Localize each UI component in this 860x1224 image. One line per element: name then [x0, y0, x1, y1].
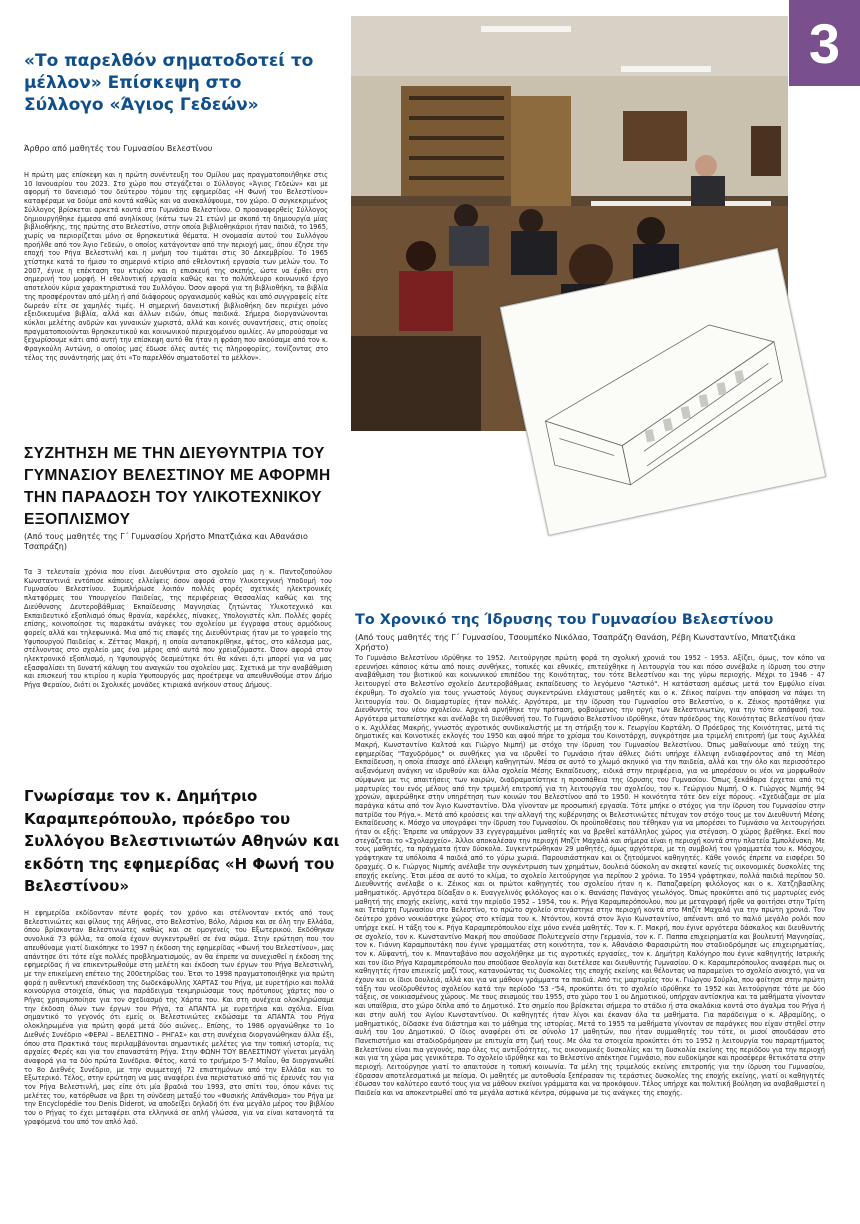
article4-body: Το Γυμνάσιο Βελεστίνου ιδρύθηκε το 1952. Λειτούργησε πρώτη φορά τη σχολική χρονιά του 1952 - 1953. Αξίζει, όμως, τον κόπο να ερευνήσει κάποιος κάτω από ποιες συνθήκες, τοπικές και εθνικές, επιτεύχθηκε η λειτουργία του και πόσο συνέβαλε η ίδρυση του στην αναβάθμιση του βιοτικού και κοινωνικού επιπέδου της Κοινότητας, του τότε Βελεστίνου και της γύρω περιοχής. Μέχρι το 1946 - 47 λειτουργεί στο Βελεστίνο σχολείο Δευτεροβάθμιας εκπαίδευσης το λεγόμενο "Αστικό". Η κατάσταση αμέσως μετά τον Εμφύλιο είναι έκρυθμη. Το σχολείο για τους γνωστούς λόγους συγκεντρώνει ελάχιστους μαθητές και ο κ. Ζέικος παίρνει την απόφαση να πάψει τη λειτουργία του. Οι διαμαρτυρίες ήταν πολλές. Αργότερα, με την ίδρυση του Γυμνασίου στο Βελεστίνο, ο κ. Ζέικος προτάθηκε για Διευθυντής του νέου σχολείου. Αρχικά αρνήθηκε την πρόταση, φοβούμενος την οργή των Βελεστινιωτών, για την τότε απόφασή του. Αργότερα μεταπείστηκε και ανέλαβε τη διεύθυνσή του. Το Γυμνάσιο Βελεστίνου ιδρύθηκε, όταν πρόεδρος της Κοινότητας Βελεστίνου ήταν ο κ. Αχιλλέας Μακρής, γνωστός αγροτικός συνδικαλιστής με τη στήριξη του κ. Γεωργίου Καρτάλη. Ο Πρόεδρος της Κοινότητας, μετά τις δημοτικές και Κοινοτικές εκλογές του 1950 και αφού πήρε το χρίσμα του Κοινοτάρχη, συγκρότησε μια τριμελή επιτροπή (με τους Αχιλλέα Μακρή, Κωνσταντίνο Καλτσά και Γιώργο Νιμπή) με στόχο την ίδρυση του Γυμνασίου Βελεστίνου. Όπως μαθαίνουμε από τεύχη της εφημερίδας "Ταχυδρόμος" οι συνθήκες για να ιδρυθεί το Γυμνάσιο ήταν άθλιες διότι υπήρχε έλλειψη ενδιαφέροντος από τη Μέση Εκπαίδευση, η οποία έπασχε από έλλειψη καθηγητών. Μέσα σε αυτό το χλωμό σκηνικό για την παιδεία, αλλά και την όλο και περισσότερο αυξανόμενη ανάγκη να ιδρυθούν και άλλα σχολεία Μέσης Εκπαίδευσης, ειδικά στην περιφέρεια, για να μπορέσουν οι νέοι να μορφωθούν σύμφωνα με τις απαιτήσεις των καιρών, διαδραματίστηκε η προσπάθεια της ίδρυσης του Γυμνασίου. Όπως ξεκάθαρα έρχεται από τις μαρτυρίες του ενός μέλους από την τριμελή επιτροπή για τη λειτουργία του σχολείου, του κ. Γεώργιου Νιμπή. Ο κ. Γιώργος Νιμπής 94 χρονών, αφιερώθηκε στην υπηρέτηση των κοινών του Βελεστίνου από το 1950. Η κοινότητα τότε δεν είχε πόρους. «Σχεδιάζαμε σε μία παράγκα κάτω από τον Άγιο Κωνσταντίνο. Όλα γίνονταν με προσωπική εργασία. Τότε μπήκε ο στόχος για την ίδρυση του Γυμνασίου στην πατρίδα του Ρήγα.». Μετά από κρούσεις και την αλλαγή της κυβέρνησης οι Βελεστινιώτες πέτυχαν τον στόχο τους με τον Διευθυντή Μέσης Εκπαίδευσης κ. Μόσχο να υπογράφει την ίδρυση του Γυμνασίου. Οι προϋποθέσεις που τέθηκαν για να μπορέσει το Γυμνάσιο να λειτουργήσει ήταν οι εξής: Έπρεπε να υπάρχουν 33 εγγεγραμμένοι μαθητές και να βρεθεί κατάλληλος χώρος για στέγαση. Ο χώρος βρέθηκε. Εκεί που στεγάζεται το «Σχολαρχείο». Άλλοι αποκαλέσαν την περιοχή Μπζίτ Μαχαλά και σήμερα είναι η περιοχή κοντά στην πλατεία Σμπολένσκη. Με τους μαθητές, τα πράγματα ήταν δύσκολα. Συγκεντρώθηκαν 29 μαθητές, όμως αργότερα, με τη συμβολή του γραμματέα του κ. Μόσχου, γράφτηκαν τα υπόλοιπα 4 παιδιά από το γύρω χωριά. Παρουσιάστηκαν και οι ζητούμενοι καθηγητές. Κάθε γονιός έπρεπε να εισφέρει 50 δραχμές. Ο κ. Γιώργος Νιμπής ανέλαβε την συγκέντρωση των χρημάτων, δουλειά δύσκολη αν σκεφτεί κανείς τις οικονομικές δυσκολίες της εποχής εκείνης. Έτσι μέσα σε αυτό το κλίμα, το σχολείο λειτούργησε για περίπου 2 χρόνια. Το 1954 γράφτηκαν, πολλά παιδιά περίπου 50. Διευθυντής ανέλαβε ο κ. Ζέικος και οι πρώτοι καθηγητές του σχολείου ήταν η κ. Παπαζαφείρη φιλόλογος και ο κ. Χατζηβασίλης μαθηματικός. Αργότερα δίδαξαν ο κ. Ευαγγελινός φιλόλογος και ο κ. Θανάσης Πανάγος γεωλόγος. Όπως προκύπτει από τις μαρτυρίες ενός μαθητή της εποχής εκείνης, κατά την περίοδο 1952 – 1954, του κ. Ρήγα Καραμπερόπουλου, που με μεταγραφή ήρθε να φοιτήσει στην Τρίτη και Τετάρτη Γυμνασίου στο Βελεστίνο, το πρώτο σχολείο στεγάστηκε στην περιοχή κοντά στο Μπζίτ Μαχαλά για την πρώτη χρονιά. Τον δεύτερο χρόνο νοικιάστηκε χώρος στο κτίσμα του κ. Ντόντου, κοντά στον Άγιο Κωνσταντίνο, απέναντι από το παλιό μεγάλο ρολόι που υπήρχε εκεί. Η τάξη του κ. Ρήγα Καραμπερόπουλου είχε μόνο εννέα μαθητές. Τον κ. Γ. Μακρή, που έγινε αργότερα δάσκαλος και διευθυντής σε σχολείο, τον κ. Κωνσταντίνο Μακρή που σπούδασε Πολυτεχνείο στην Γερμανία, τον κ. Γ. Παππα επιχειρηματία και βουλευτή Μαγνησίας, τον κ. Γιάννη Καραμπουτάκη που έγινε γραμματέας στη κοινότητα, τον κ. Αθανάσιο Φαρασιρώτη που σταδιοδρόμησε ως επιχειρηματίας, τον κ. Αϋφαντή, τον κ. Μπανταβάνο που ασχολήθηκε με τις αγροτικές εργασίες, τον κ. Δημήτρη Καλόγηρο που έγινε καθηγητής Ιατρικής και τον ίδιο Ρήγα Καραμπερόπουλο που σπούδασε Θεολογία και διετέλεσε και διευθυντής Γυμνασίου. Ο κ. Καραμπερόπουλος αναφέρει πως οι καθηγητές ήταν επιεικείς μαζί τους, κατανοώντας τις δυσκολίες της εποχής εκείνης και θέλοντας να παραμείνει το σχολείο ανοιχτό, για να έχουν και οι ίδιοι δουλειά, αλλά και για να μάθουν γράμματα τα παιδιά. Από τις μαρτυρίες του κ. Γιώργου Σούρλα, που φοίτησε στην πρώτη τάξη του νεοϊδρυθέντος σχολείου κατά την περίοδο '53 -'54, προκύπτει ότι το σχολείο ιδρύθηκε το 1952 και λειτούργησε τότε με δύο τάξεις, σε νοικιασμένους χώρους. Με τους σεισμούς του 1955, στο χώρο του 1 ου Δημοτικού, υπήρχαν αντίσκηνα και τα μαθήματα γίνονταν και υπαίθρια, στο χώρο δίπλα από το Δημοτικό. Στο σημείο που βρίσκεται σήμερα το στάδιο ή στα σκαλάκια κοντά στο άγαλμα του Ρήγα ή και στην αυλή του Αγίου Κωνσταντίνου. Οι καθηγητές ήταν λίγοι και έκαναν όλα τα μαθήματα. Για παράδειγμα ο κ. Αβραμίδης, ο μαθηματικός, δίδασκε ένα διάστημα και το μάθημα της ιστορίας. Μετά το 1955 τα μαθήματα γίνονταν σε παράγκες που είχαν στηθεί στην αυλή του 1ου Δημοτικού. Ο ίδιος αναφέρει ότι σε σύνολο 17 μαθητών, που ήταν συμμαθητές του τότε, οι μισοί σπουδάσαν στο Πανεπιστήμιο και σταδιοδρόμησαν με επιτυχία στη ζωή τους. Με όλα τα στοιχεία προκύπτει ότι το 1952 η λειτουργία του παραρτήματος Βελεστίνου είναι πια γεγονός, παρ όλες τις αντιξοότητες, τις οικονομικές δυσκολίες και τη δυσκολία εκείνης της περιόδου για την περιοχή και για τη χώρα μας γενικότερα. Το σχολείο ιδρύθηκε και το Βελεστίνο απέκτησε Γυμνάσιο, που ευδοκίμησε και προσέφερε θετικότατα στην περιοχή. Λειτούργησε γιατί το απαιτούσε η τοπική κοινωνία. Τα μέλη της τριμελούς εκείνης επιτροπής για την ίδρυση του Γυμνασίου, έδρασαν αποτελεσματικά με πείσμα. Οι μαθητές με αυτοθυσία ξεπέρασαν τις τεράστιες δυσκολίες της εποχής εκείνης, γιατί οι καθηγητές έδωσαν τον καλύτερο εαυτό τους για να μάθουν εκείνοι γράμματα και να προκόψουν. Τέλος υπήρχε και πολιτική βούληση να αναβαθμιστεί η Παιδεία και να αποκεντρωθεί από τα μεγάλα αστικά κέντρα, σύμφωνα με τις ανάγκες της εποχής. — [355, 654, 825, 1098]
article4-byline: (Από τους μαθητές της Γ΄ Γυμνασίου, Τσουμπέκο Νικόλαο, Τσαπράζη Θανάση, Ρέβη Κωνσταντίνο, Μπατζιάκα Χρήστο) — [355, 633, 796, 652]
article4-title: Το Χρονικό της Ίδρυσης του Γυμνασίου Βελεστίνου — [355, 612, 774, 628]
article3-body: Η εφημερίδα εκδίδονταν πέντε φορές τον χρόνο και στέλνονταν εκτός από τους Βελεστινιώτες και φίλους της Αθήνας, στο Βελεστίνο, Βόλο, Λάρισα και σε όλη την Ελλάδα, όπου βρίσκονταν Βελεστινιώτες καθώς και σε ομογενείς του Εξωτερικού. Εκδόθηκαν συνολικά 73 φύλλα, τα οποία έχουν συγκεντρωθεί σε ένα σώμα. Στην ερώτηση που του απευθύναμε γιατί διακόπηκε το 1997 η έκδοση της εφημερίδας «Φωνή του Βελεστίνου», μας απάντησε ότι τότε είχε πολλές προβληματισμούς, αν θα έπρεπε να συνεχισθεί η έκδοση της εφημερίδας ή να επικεντρωθούμε στη μελέτη και έκδοση των έργων του Ρήγα Βελεστινλή, με την επικείμενη επέτειο της 200ετηρίδας του. Έτσι το 1998 πραγματοποιήθηκε για πρώτη φορά η αυθεντική επανέκδοση της δωδεκάφυλλης ΧΑΡΤΑΣ του Ρήγα, με ευρετήριο και πολλά κοινούργια στοιχεία, όπως για παράδειγμα τεκμηριώσαμε τους πρότυπους χάρτες που ο Ρήγας χρησιμοποίησε για τον σχεδιασμό της Χάρτα του. Και στη συνέχεια ολοκληρώσαμε την έκδοση όλων των έργων του Ρήγα, τα ΑΠΑΝΤΑ με ευρετήρια και σχόλια. Είναι σημαντικό το γεγονός ότι εμείς οι Βελεστινιώτες εκδώσαμε τα ΑΠΑΝΤΑ του Ρήγα ολοκληρωμένα για πρώτη φορά μετά δύο αιώνες.. Επίσης, το 1986 οργανώθηκε το 1ο Διεθνές Συνέδριο «ΦΕΡΑΙ – ΒΕΛΕΣΤΙΝΟ – ΡΗΓΑΣ» και στη συνέχεια διοργανώθηκαν άλλα έξι, όπου στα Πρακτικά τους περιλαμβάνονται σημαντικές μελέτες για την τοπική ιστορία, τις αρχαίες Φερές και για τον επαναστάτη Ρήγα. Στην ΦΩΝΗ ΤΟΥ ΒΕΛΕΣΤΙΝΟΥ γίνεται μεγάλη αναφορά για τα δύο πρώτα Συνέδρια. Φέτος, κατά το τριήμερο 5-7 Μαΐου, θα διοργανωθεί το 8ο Διεθνές Συνέδριο, με την συμμετοχή 72 επιστημόνων από την Ελλάδα και το Εξωτερικό. Τέλος, στην ερώτηση να μας αναφέρει ένα περιστατικό από τις έρευνές του για τον Ρήγα Βελεστινλή, μας είπε ότι μία βραδιά του 1993, στο σπίτι του, όπου κάνει τις μελέτες του, κατόρθωσε να βρει τη σύνδεση μεταξύ του «Φυσικής Απάνθισμα» του Ρήγα με την Encyclopédie του Denis Diderot, να αποδείξει δηλαδή ότι ένα μεγάλο μέρος του βιβλίου του ο Ρήγας το έχει μεταφέρει στα ελληνικά σε απλή γλώσσα, για να είναι κατανοητά τα γραφόμενά του από τον απλό λαό. — [24, 909, 334, 1126]
article2-body: Τα 3 τελευταία χρόνια που είναι Διευθύντρια στο σχολείο μας η κ. Παντοζοπούλου Κωνσταντινιά εντόπισε κάποιες ελλείψεις όσον αφορά στην Υλικοτεχνική Υποδομή του Γυμνασίου Βελεστίνου. Συμπλήρωσε λοιπόν πολλές φορές σχετικές ηλεκτρονικές πλατφόρμες του Υπουργείου Παιδείας, της περιφέρειας Θεσσαλίας καθώς και της Διεύθυνσης Δευτεροβάθμιας Εκπαίδευσης Μαγνησίας ζητώντας Υλικοτεχνικό και Εκπαιδευτικό εξοπλισμό όπως θρανία, καρέκλες, πίνακες, Υπολογιστές κλπ. Πολλές φορές επίσης, κοινοποίησε τις παρακάτω ανάγκες του σχολείου με έγγραφα στους αρμόδιους φορείς αλλά και τηλεφωνικά. Μια από τις επαφές της Διευθύντριας ήταν με το γραφείο της Υφυπουργού Παιδείας κ. Ζέττας Μακρή, η οποία ανταποκρίθηκε, φέτος, στο κάλεσμα μας, στέλνοντας στο σχολείο μας ένα μέρος από αυτά που χρειαζόμαστε. Όσον αφορά στον ηλεκτρονικό εξοπλισμό, η Υφυπουργός δεσμεύτηκε ότι θα κάνει ό,τι μπορεί για να μας εξασφαλίσει τη δυνατή κάλυψη του αναγκών του σχολείου μας. Σχετικά με την αναβάθμιση και επισκευή του κτιρίου η κυρία Υφυπουργός μας προέτρεψε να απευθυνθούμε στον Δήμο Ρήγα Φεραίου, διότι οι Σχολικές μονάδες κτιριακά ανήκουν στους Δήμους. — [24, 568, 332, 690]
article2-title: ΣΥΖΗΤΗΣΗ ΜΕ ΤΗΝ ΔΙΕΥΘΥΝΤΡΙΑ ΤΟΥ ΓΥΜΝΑΣΙΟΥ ΒΕΛΕΣΤΙΝΟΥ ΜΕ ΑΦΟΡΜΗ ΤΗΝ ΠΑΡΑΔΟΣΗ ΤΟΥ ΥΛΙΚΟΤΕΧΝΙΚΟΥ ΕΞΟΠΛΙΣΜΟΥ — [24, 445, 331, 528]
article2-byline: (Από τους μαθητές της Γ΄ Γυμνασίου Χρήστο Μπατζιάκα και Αθανάσιο Τσαπράζη) — [24, 532, 308, 551]
article3-title: Γνωρίσαμε τον κ. Δημήτριο Καραμπερόπουλο, πρόεδρο του Συλλόγου Βελεστινιωτών Αθηνών και εκδότη της εφημερίδας «Η Φωνή του Βελεστίνου» — [24, 787, 340, 895]
article1-body: Η πρώτη μας επίσκεψη και η πρώτη συνέντευξη του Ομίλου μας πραγματοποιήθηκε στις 10 Ιανουαρίου του 2023. Στο χώρο που στεγάζεται ο Σύλλογος «Άγιος Γεδεών» και με αφορμή το δανεισμό του δεύτερου τόμου της εφημερίδας «Η Φωνή του Βελεστίνου» καταφέραμε να δούμε από κοντά καθώς και να ανακαλύψουμε, τον χώρο. Ο συγκεκριμένος Σύλλογος βρίσκεται αρκετά κοντά στο Γυμνάσιο Βελεστίνου. Ο προαναφερθείς Σύλλογος δημιουργήθηκε έμμεσα από ανηλίκους (κάτω των 21 ετών) με σκοπό τη δημιουργία μίας βιβλιοθήκης, της πρώτης στο Βελεστίνο, στην οποία βιβλιοθηκάριοι ήταν παιδιά, το 1965, χωρίς να περιορίζεται μόνο σε θρησκευτικά θέματα. Η ονομασία αυτού του Συλλόγου προήλθε από τον Άγιο Γεδεών, ο οποίος κατάγονταν από την περιοχή μας, όπου έζησε την εποχή του Ρήγα Βελεστινλή και η μνήμη του τιμάται στις 30 Δεκεμβρίου. Το 1965 χτίστηκε κατά το ήμισυ το σημερινό κτίριο από εθελοντική εργασία των μελών του. Το 2007, έγινε η επέκταση του κτιρίου και η επισκευή της σκεπής, ώστε να έρθει στη σημερινή του μορφή. Η εθελοντική εργασία καθώς και το πολύπλευρο κοινωνικό έργο αποτελούν κύρια χαρακτηριστικά του Συλλόγου. Όσον αφορά για τη βιβλιοθήκη, τα βιβλία της προσφέρονταν από μέλη ή από διάφορους οργανισμούς καθώς και από συγγραφείς είτε δωρεάν είτε σε χαμηλές τιμές. Η σημερινή δανειστική βιβλιοθήκη δεν περιέχει μόνο εξειδικευμένα βιβλία, αλλά και άλλων ειδών, όπως παιδικά. Σήμερα διοργανώνονται κύκλοι μελέτης ανδρών και γυναικών χωριστά, αλλά και κοινές συναντήσεις, στις οποίες πραγματοποιούνται θρησκευτικού και κοινωνικού περιεχομένου ομιλίες. Αν μπορούσαμε να ξεχωρίσουμε κάτι από αυτή την επίσκεψη αυτό θα ήταν η φράση που ακούσαμε από τον κ. Φραγκούλη Αντώνη, ο οποίος μας έδωσε όλες αυτές τις πληροφορίες, τονίζοντας στο τέλος της συνάντησής μας ότι «Το παρελθόν σηματοδοτεί το μέλλον». — [24, 171, 328, 362]
article1-title: «Το παρελθόν σηματοδοτεί το μέλλον» Επίσκεψη στο Σύλλογο «Άγιος Γεδεών» — [24, 51, 314, 115]
page-number: 3 — [789, 0, 860, 86]
article1-byline: Άρθρο από μαθητές του Γυμνασίου Βελεστίνου — [24, 144, 213, 153]
